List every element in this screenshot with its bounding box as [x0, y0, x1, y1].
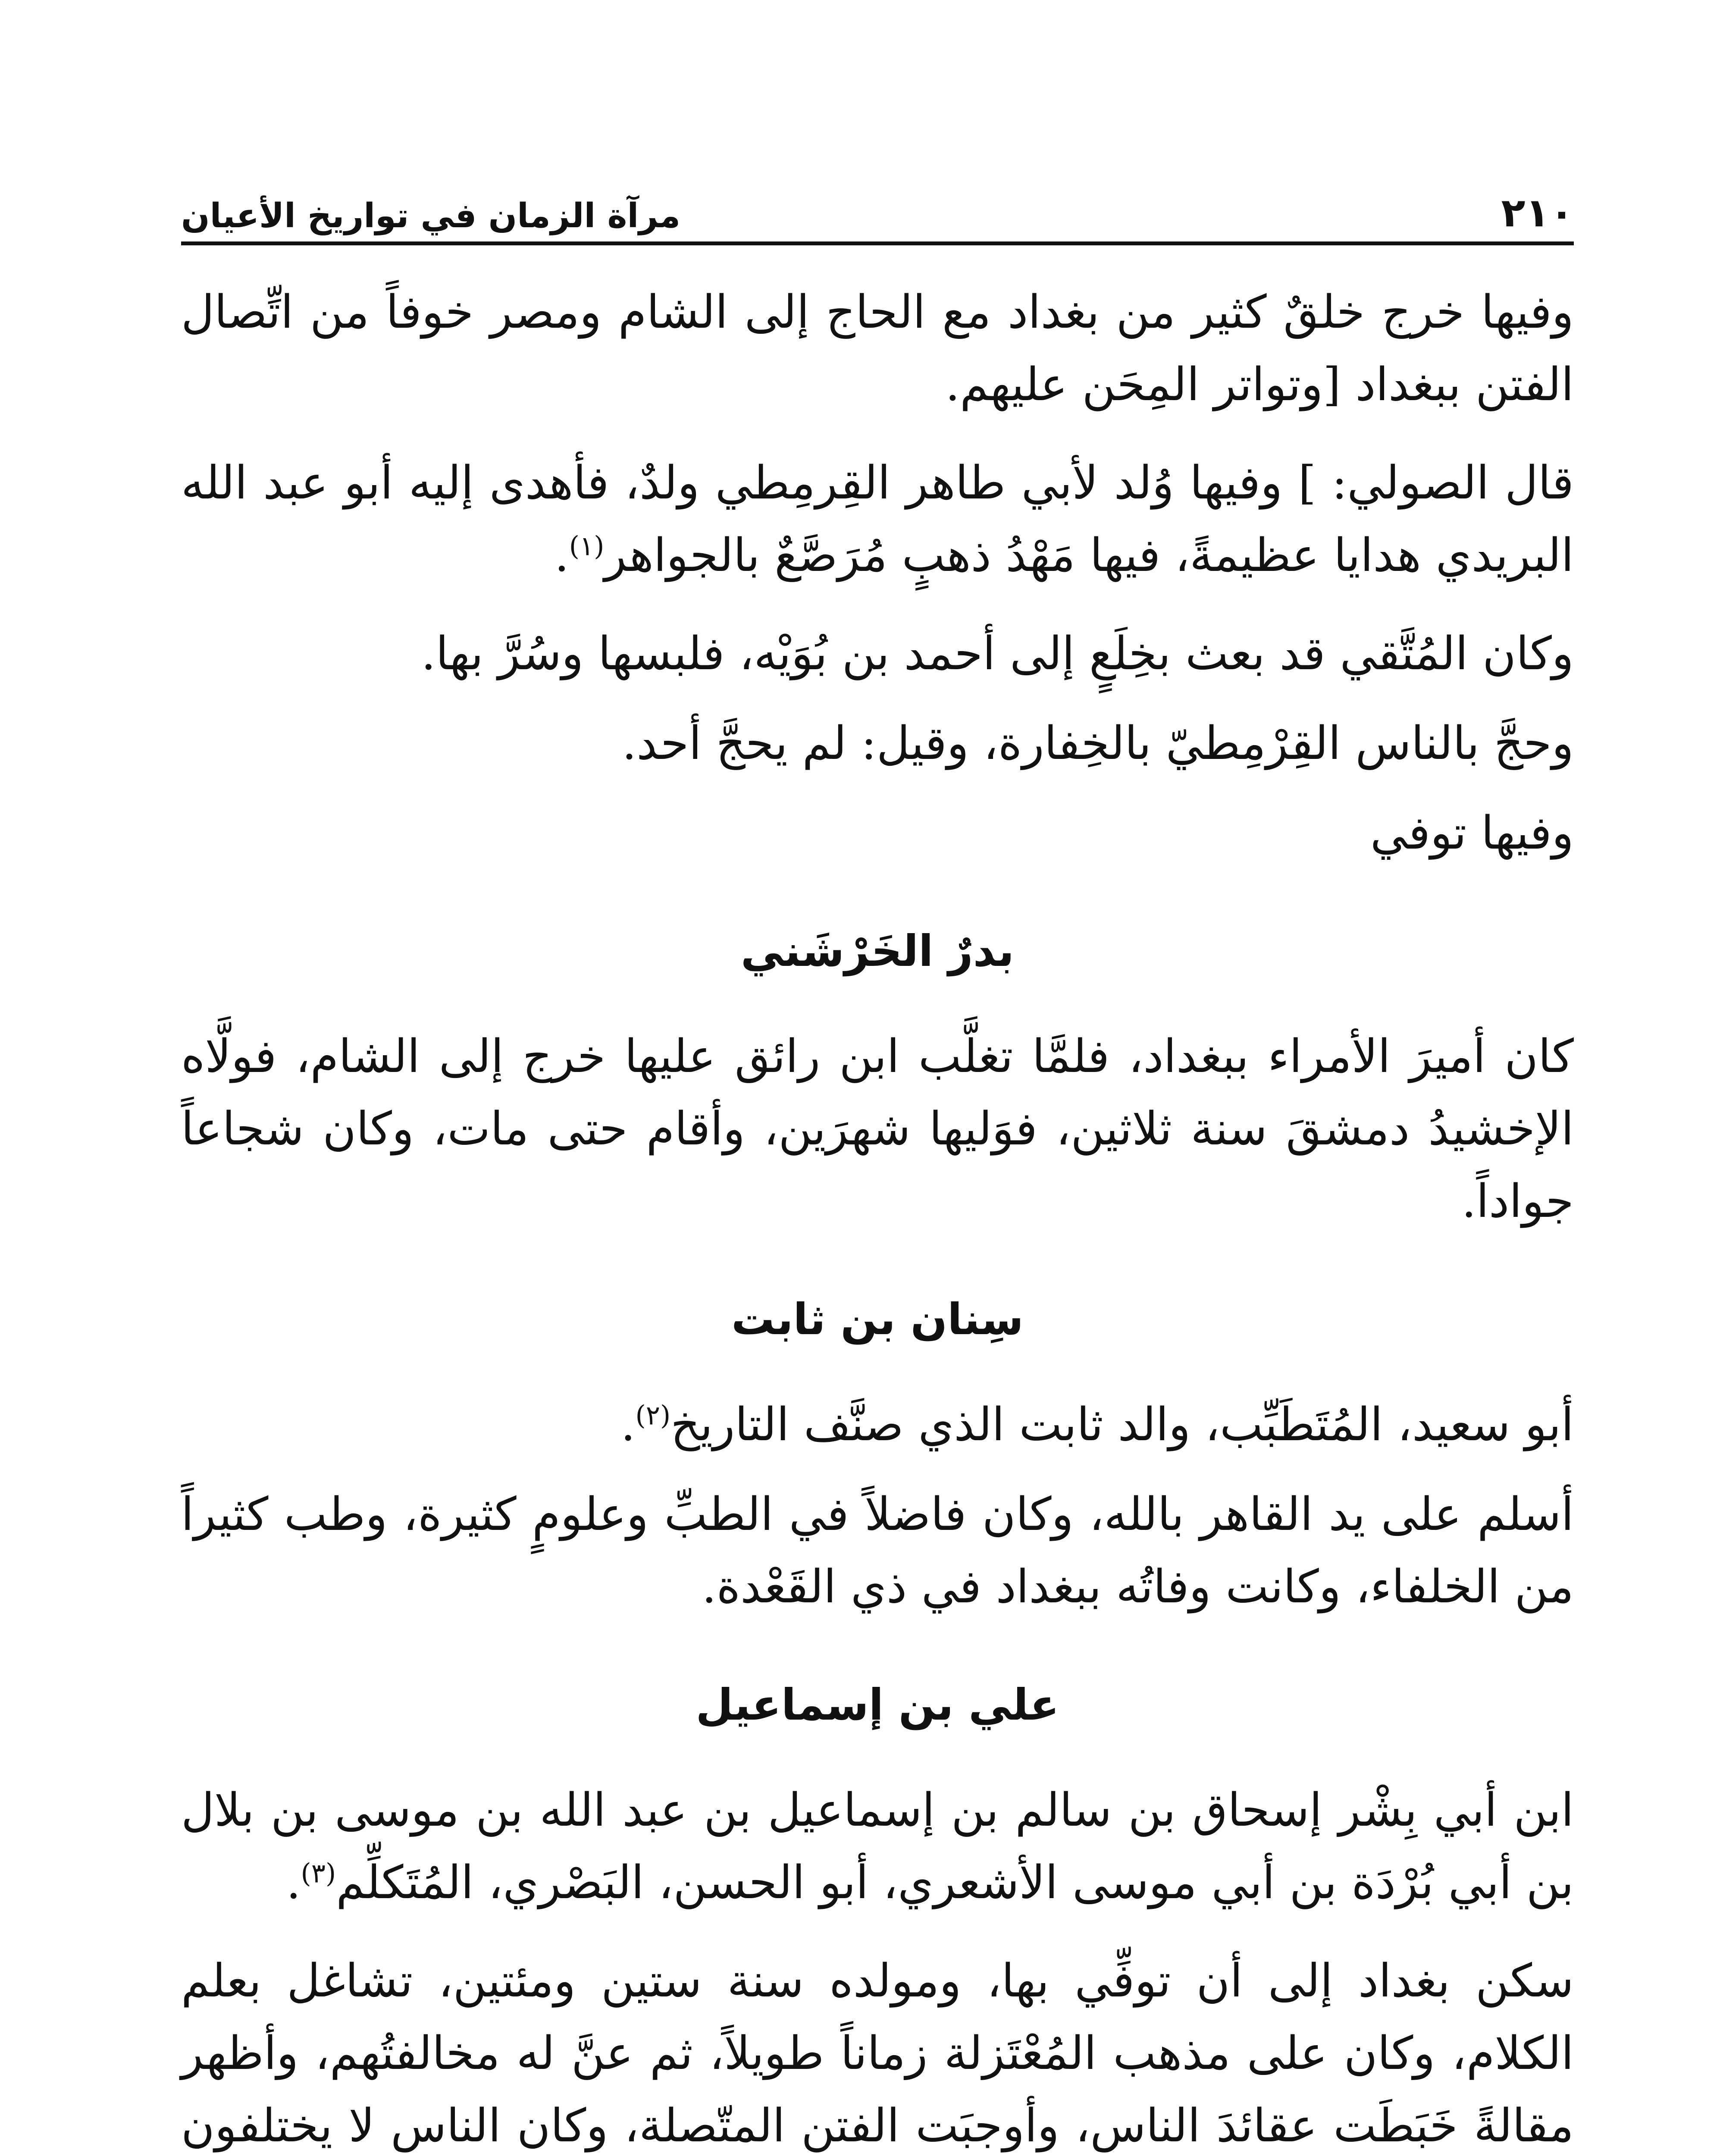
paragraph-3: وكان المُتَّقي قد بعث بخِلَعٍ إلى أحمد بن بُوَيْه، فلبسها وسُرَّ بها. [421, 627, 1574, 680]
paragraph-7 [181, 1388, 1574, 1461]
paragraph-6: كان أميرَ الأمراء ببغداد، فلمَّا تغلَّب ابن رائق عليها خرج إلى الشام، فولَّاه الإخشيدُ دمشقَ سنة ثلاثين، فوَليها شهرَين، وأقام حتى مات، وكان شجاعاً جواداً. [181, 1030, 1574, 1228]
footnote-ref-3[interactable]: (٣) [301, 1857, 336, 1889]
paragraph-10: سكن بغداد إلى أن توفِّي بها، ومولده سنة ستين ومئتين، تشاغل بعلم الكلام، وكان على مذهب المُعْتَزلة زماناً طويلاً، ثم عنَّ له مخالفتُهم، وأظهر مقالةً خَبَطَت عقائدَ الناس، وأوجبَت الفتن المتّصلة، وكان الناس لا يختلفون [181, 1954, 1574, 2152]
running-head [181, 172, 1574, 236]
paragraph-4: وحجَّ بالناس القِرْمِطيّ بالخِفارة، وقيل: لم يحجَّ أحد. [622, 717, 1574, 770]
header-rule [181, 241, 1574, 245]
heading-badr-al-kharshani: بدرٌ الخَرْشَني [740, 926, 1015, 976]
page-number: ٢١٠ [1501, 190, 1574, 236]
paragraph-7-end: . [620, 1398, 636, 1451]
footnote-ref-1[interactable]: (١) [569, 530, 605, 562]
paragraph-9-end: . [286, 1856, 301, 1909]
paragraph-1: وفيها خرج خلقٌ كثير من بغداد مع الحاج إلى الشام ومصر خوفاً من اتِّصال الفتن ببغداد [وتواتر المِحَن عليهم. [181, 285, 1574, 411]
heading-ali-ibn-ismail: علي بن إسماعيل [695, 1680, 1059, 1730]
main-text [181, 276, 1574, 2156]
footnote-ref-2[interactable]: (٢) [635, 1399, 671, 1431]
heading-sinan-ibn-thabit: سِنان بن ثابت [731, 1294, 1024, 1344]
paragraph-7-text: أبو سعيد، المُتَطَبِّب، والد ثابت الذي صنَّف التاريخ [670, 1398, 1574, 1451]
paragraph-2 [181, 447, 1574, 592]
running-title: مرآة الزمان في تواريخ الأعيان [181, 197, 681, 235]
paragraph-5: وفيها توفي [1370, 806, 1574, 859]
paragraph-8: أسلم على يد القاهر بالله، وكان فاضلاً في الطبِّ وعلومٍ كثيرة، وطب كثيراً من الخلفاء، وكانت وفاتُه ببغداد في ذي القَعْدة. [181, 1488, 1574, 1613]
paragraph-9-text: ابن أبي بِشْر إسحاق بن سالم بن إسماعيل بن عبد الله بن موسى بن بلال بن أبي بُرْدَة بن أبي موسى الأشعري، أبو الحسن، البَصْري، المُتَكلِّم [181, 1783, 1574, 1909]
paragraph-2-end: . [554, 529, 569, 582]
paragraph-2-text: قال الصولي: ] وفيها وُلد لأبي طاهر القِرمِطي ولدٌ، فأهدى إليه أبو عبد الله البريدي هدايا عظيمةً، فيها مَهْدُ ذهبٍ مُرَصَّعٌ بالجواهر [181, 456, 1574, 582]
paragraph-9 [181, 1774, 1574, 1919]
